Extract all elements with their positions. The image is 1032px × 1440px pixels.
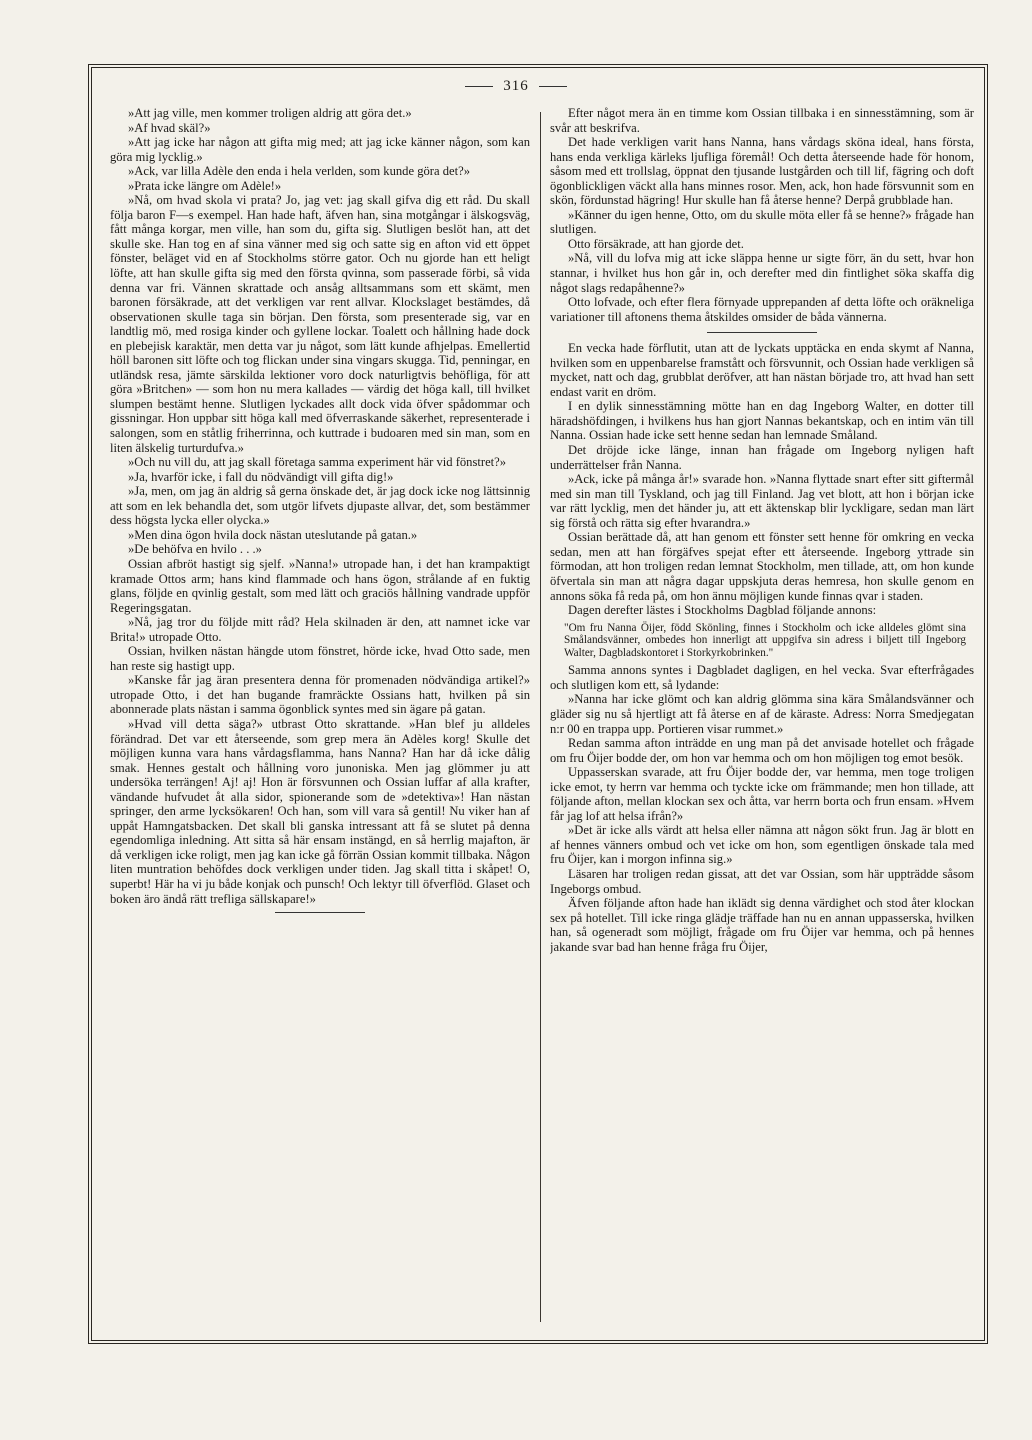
paragraph: »De behöfva en hvilo . . .» — [128, 542, 262, 557]
newspaper-notice: "Om fru Nanna Öijer, född Skönling, finnes i Stockholm och icke alldeles glömt sina Smålandsvänner, ombedes hon innerligt att uppgifva sin adress i biljett till Ingeborg Walter, Dagbladskontoret i Storkyrkobrinken." — [564, 621, 966, 659]
paragraph: I en dylik sinnesstämning mötte han en dag Ingeborg Walter, en dotter till häradshöfdingen, i hvilkens hus han gjort Nannas bekantskap, och en intim vän till Nanna. Ossian hade icke sett henne sedan han lemnade Småland. — [550, 399, 974, 443]
paragraph: »Ja, men, om jag än aldrig så gerna önskade det, är jag dock icke nog lättsinnig att som en lek behandla det, som utgör lifvets djupaste allvar, det, som bestämmer dess högsta lycka eller olycka.» — [110, 484, 530, 528]
paragraph: Läsaren har troligen redan gissat, att det var Ossian, som här uppträdde såsom Ingeborgs ombud. — [550, 867, 974, 896]
paragraph: En vecka hade förflutit, utan att de lyckats upptäcka en enda skymt af Nanna, hvilken som en uppenbarelse framstått och försvunnit, och Ossian hade verkligen så mycket, natt och dag, grubblat deröfver, att han nästan började tro, att hvad han sett endast varit en dröm. — [550, 341, 974, 399]
paragraph: »Kanske får jag äran presentera denna för promenaden nödvändiga artikel?» utropade Otto, i det han bugande framräckte Ossians hatt, hvilken på sin abonnerade plats nästan i samma ögonblick syntes med sin ägare på gatan. — [110, 673, 530, 717]
paragraph: »Nanna har icke glömt och kan aldrig glömma sina kära Smålandsvänner och gläder sig nu så hjertligt att få återse en af de käraste. Adress: Norra Smedjegatan n:r 00 en trappa upp. Portieren visar rummet.» — [550, 692, 974, 736]
paragraph: Redan samma afton inträdde en ung man på det anvisade hotellet och frågade om fru Öijer bodde der, om hon var hemma och om hon möjligen tog emot besök. — [550, 736, 974, 765]
paragraph: Det dröjde icke länge, innan han frågade om Ingeborg nyligen haft underrättelser från Nanna. — [550, 443, 974, 472]
paragraph: »Att jag ville, men kommer troligen aldrig att göra det.» — [128, 106, 412, 120]
paragraph: Det hade verkligen varit hans Nanna, hans vårdags sköna ideal, hans första, hans enda verkliga kärleks ljufliga föremål! Och detta återseende hade för honom, såsom med ett trollslag, öppnat den tjusande lustgården och till lif, fägring och doft ögonblickligen väckt alla hans minnes rosor. Men, ack, hon hade försvunnit som en skön, fördunstad hägring! Hur skulle han få återse henne? Derpå grubblade han. — [550, 135, 974, 208]
paragraph: »Nå, vill du lofva mig att icke släppa henne ur sigte förr, än du sett, hvar hon stannar, i hvilket hus hon går in, och derefter med din fintlighet söka skaffa dig något slags redapåhenne?» — [550, 251, 974, 295]
paragraph: Uppasserskan svarade, att fru Öijer bodde der, var hemma, men toge troligen icke emot, ty herrn var hemma och tyckte icke om främmande; men hon tillade, att följande afton, mellan klockan sex och åtta, var herrn borta och frun ensam. »Hvem får jag lof att helsa ifrån?» — [550, 765, 974, 823]
section-rule — [707, 332, 817, 333]
paragraph: Dagen derefter lästes i Stockholms Dagblad följande annons: — [568, 603, 877, 618]
paragraph: »Men dina ögon hvila dock nästan uteslutande på gatan.» — [128, 527, 418, 542]
paragraph: Ossian berättade då, att han genom ett fönster sett henne för omkring en vecka sedan, men att han förgäfves spejat efter ett återseende. Ingeborg yttrade sin förmodan, att hon troligen redan lemnat Stockholm, men tillade, att, om hon kunde öfvertala sin man att några dagar uppskjuta deras hemresa, hon skulle genom en annons söka få reda på, om hon ännu möjligen kunde finnas qvar i staden. — [550, 530, 974, 603]
paragraph: »Att jag icke har någon att gifta mig med; att jag icke känner någon, som kan göra mig lycklig.» — [110, 135, 530, 164]
right-dash — [539, 86, 567, 87]
paragraph: »Nå, jag tror du följde mitt råd? Hela skilnaden är den, att namnet icke var Brita!» utropade Otto. — [110, 615, 530, 644]
paragraph: Otto lofvade, och efter flera förnyade upprepanden af detta löfte och oräkneliga variationer till aftonens thema åtskildes omsider de båda vännerna. — [550, 295, 974, 324]
paragraph: »Ja, hvarför icke, i fall du nödvändigt vill gifta dig!» — [128, 469, 394, 484]
paragraph: Efter något mera än en timme kom Ossian tillbaka i en sinnesstämning, som är svår att beskrifva. — [550, 106, 974, 135]
paragraph: »Och nu vill du, att jag skall företaga samma experiment här vid fönstret?» — [128, 455, 507, 470]
paragraph: »Ack, icke på många år!» svarade hon. »Nanna flyttade snart efter sitt giftermål med sin man till Tyskland, och jag till Finland. Jag vet blott, att hon i början icke var rätt lycklig, men det händer ju, att ett äktenskap blir lyckligare, sedan man lärt sig förstå och rätta sig efter hvarandra.» — [550, 472, 974, 530]
paragraph: Äfven följande afton hade han iklädt sig denna värdighet och stod åter klockan sex på hotellet. Till icke ringa glädje träffade han nu en annan uppasserska, hvilken han, så ogeneradt som möjligt, frågade om fru Öijer var hemma, och på hennes jakande svar bad han henne fråga fru Öijer, — [550, 896, 974, 954]
paragraph: Samma annons syntes i Dagbladet dagligen, en hel vecka. Svar efterfrågades och slutligen kom ett, så lydande: — [550, 663, 974, 692]
section-rule — [275, 912, 365, 913]
paragraph: »Ack, var lilla Adèle den enda i hela verlden, som kunde göra det?» — [128, 164, 471, 179]
paragraph: Ossian afbröt hastigt sig sjelf. »Nanna!» utropade han, i det han krampaktigt kramade Ottos arm; hans kind flammade och hans ögon, strålande af en fuktig glans, följde en qvinlig gestalt, som med lätt och graciös hållning vandrade uppför Regeringsgatan. — [110, 556, 530, 615]
column-divider — [540, 112, 541, 1322]
left-dash — [465, 86, 493, 87]
page-number — [0, 78, 1032, 95]
left-column — [110, 106, 530, 1331]
paragraph: »Känner du igen henne, Otto, om du skulle möta eller få se henne?» frågade han slutligen. — [550, 207, 974, 237]
paragraph: »Hvad vill detta säga?» utbrast Otto skrattande. »Han blef ju alldeles förändrad. Det var ett återseende, som grep mera än Adèles korg! Skulle det möjligen kunna vara hans vårdagsflamma, hans Nanna? Han har då icke dålig smak. Hennes gestalt och hållning voro junoniska. Men jag glömmer ju att undersöka terrängen! Aj! aj! Hon är försvunnen och Ossian luffar af alla krafter, vändande hufvudet åt alla sidor, spionerande som de »detektiva»! Han nästan springer, den arme lycksökaren! Och han, som vill vara så gentil! Nu viker han af uppåt Hamngatsbacken. Det skall bli ganska intressant att få se slutet på denna egendomliga inledning. Att sitta så här ensam instängd, en så herrlig majafton, är då verkligen icke roligt, men jag kan icke gå förrän Ossian kommit tillbaka. Någon liten muntration behöfdes dock verkligen under tiden. Jag skall titta i skåpet! O, superbt! Här ha vi ju både konjak och punsch! Och lektyr till öfverflöd. Glaset och boken äro ändå rätt trefliga sällskapare!» — [110, 716, 530, 906]
paragraph: Otto försäkrade, att han gjorde det. — [568, 236, 744, 251]
paragraph: »Nå, om hvad skola vi prata? Jo, jag vet: jag skall gifva dig ett råd. Du skall följa baron F—s exempel. Han hade haft, äfven han, sina motgångar i älskogsväg, fått många korgar, men ville, han som du, gifta sig. Slutligen beslöt han, att det skulle ske. Han tog en af sina vänner med sig och satte sig en afton vid ett öppet fönster, beläget vid en af Stockholms större gator. Och nu gjorde han ett heligt löfte, att han skulle gifta sig med den första qvinna, som passerade förbi, så vida denna var fri. Vännen skrattade och ansåg alltsammans som ett skämt, men baronen försäkrade, att det verkligen var rent allvar. Klockslaget bestämdes, då observationen skulle taga sin början. Den första, som presenterade sig, var en landtlig mö, med rosiga kinder och gyllene lockar. Toalett och hållning hade dock en plebejisk karaktär, men detta var ju något, som lätt kunde afhjelpas. Emellertid höll baronen sitt löfte och tog flickan under sina vingars skugga. Tid, penningar, en utländsk resa, jämte särskilda lektioner voro dock naturligtvis behöfliga, för att göra »Britchen» — som hon nu mera kallades — värdig det höga kall, till hvilket slumpen bestämt henne. Slutligen lyckades allt dock vida öfver spådommar och gissningar. Hon uppbar sitt höga kall med öfverraskande säkerhet, representerade i salongen, som en ståtlig friherrinna, och kuttrade i budoaren med sin man, som en liten älskelig turturdufva.» — [110, 193, 530, 455]
page-number-text: 316 — [503, 78, 529, 94]
paragraph: »Prata icke längre om Adèle!» — [128, 178, 282, 193]
paragraph: »Af hvad skäl?» — [128, 120, 211, 135]
paragraph: Ossian, hvilken nästan hängde utom fönstret, hörde icke, hvad Otto sade, men han reste sig hastigt upp. — [110, 644, 530, 673]
paragraph: »Det är icke alls värdt att helsa eller nämna att någon sökt frun. Jag är blott en af hennes vänners ombud och vet icke om hon, som egentligen önskade tala med fru Öijer, kan i morgon infinna sig.» — [550, 823, 974, 867]
right-column — [550, 106, 974, 1331]
